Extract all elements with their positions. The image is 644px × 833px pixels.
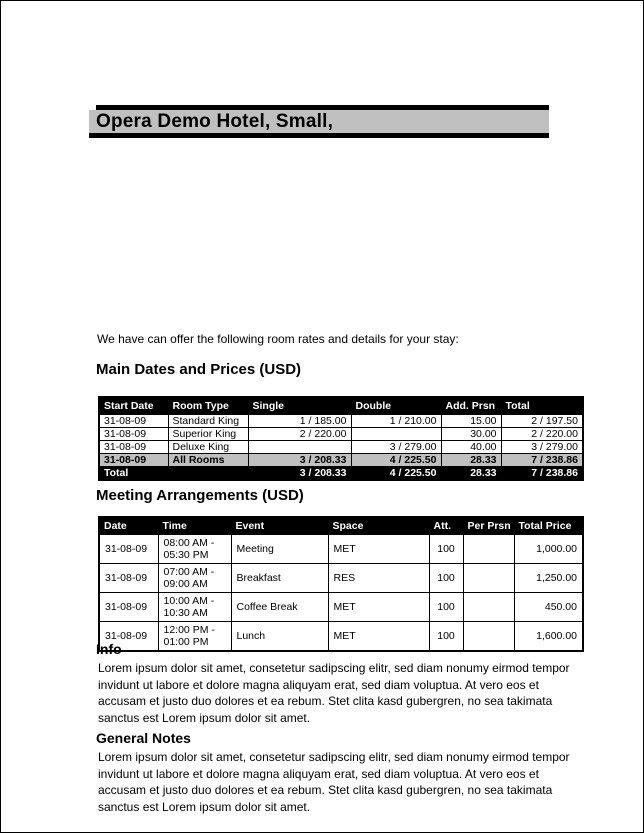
cell-total: 3 / 279.00 [501,441,583,454]
cell-total: 2 / 220.00 [501,428,583,441]
column-header-total-price: Total Price [514,517,583,535]
cell-add-prsn: 30.00 [441,428,501,441]
column-header-att: Att. [429,517,463,535]
cell-per-prsn [463,622,514,652]
info-text: Lorem ipsum dolor sit amet, consetetur sadipscing elitr, sed diam nonumy eirmod tempor invidunt ut labore et dolore magna aliquyam erat, sed diam voluptua. At vero eos et accusam et justo duo dolores et ea rebum. Stet clita kasd gubergren, no sea takimata sanctus est Lorem ipsum dolor sit amet. [98,661,570,725]
column-header-time: Time [158,517,231,535]
table-header-row [99,397,583,415]
column-header-space: Space [328,517,429,535]
column-header-add-prsn: Add. Prsn [441,397,501,415]
cell-date: 31-08-09 [99,535,158,564]
column-header-per-prsn: Per Prsn [463,517,514,535]
table-row [99,535,583,564]
table-row [99,428,583,441]
table-row [99,441,583,454]
cell-double: 4 / 225.50 [351,454,441,467]
cell-attendees: 100 [429,535,463,564]
column-header-single: Single [248,397,351,415]
cell-start-date: 31-08-09 [99,441,168,454]
cell-add-prsn: 40.00 [441,441,501,454]
title-bottom-rule [89,133,549,138]
cell-room-type [168,467,248,481]
time-end: 10:30 AM [163,607,208,619]
info-heading: Info [96,641,122,657]
column-header-double: Double [351,397,441,415]
rates-table-header [99,397,583,415]
cell-double: 3 / 279.00 [351,441,441,454]
cell-event: Lunch [231,622,328,652]
cell-space: RES [328,564,429,593]
cell-attendees: 100 [429,622,463,652]
cell-single: 1 / 185.00 [248,415,351,428]
cell-room-type: All Rooms [168,454,248,467]
cell-per-prsn [463,593,514,622]
time-start: 12:00 PM - [163,624,215,636]
cell-per-prsn [463,564,514,593]
cell-time [158,535,231,564]
cell-total-price: 1,000.00 [514,535,583,564]
cell-time [158,593,231,622]
time-start: 08:00 AM - [163,537,215,549]
general-notes-heading: General Notes [96,730,191,746]
cell-add-prsn: 15.00 [441,415,501,428]
report-title: Opera Demo Hotel, Small, [89,110,549,133]
column-header-total: Total [501,397,583,415]
grand-total-row [99,467,583,481]
time-start: 10:00 AM - [163,595,215,607]
cell-single [248,441,351,454]
table-row [99,564,583,593]
cell-double [351,428,441,441]
cell-total-price: 450.00 [514,593,583,622]
cell-date: 31-08-09 [99,593,158,622]
cell-space: MET [328,593,429,622]
cell-room-type: Standard King [168,415,248,428]
meetings-section-heading: Meeting Arrangements (USD) [96,487,304,504]
cell-attendees: 100 [429,593,463,622]
cell-total-label: Total [99,467,168,481]
meetings-table [98,516,584,652]
column-header-start-date: Start Date [99,397,168,415]
meetings-table-header [99,517,583,535]
table-row [99,593,583,622]
cell-total-price: 1,250.00 [514,564,583,593]
column-header-date: Date [99,517,158,535]
cell-room-type: Superior King [168,428,248,441]
table-row [99,622,583,652]
table-header-row [99,517,583,535]
all-rooms-summary-row [99,454,583,467]
cell-space: MET [328,622,429,652]
cell-start-date: 31-08-09 [99,428,168,441]
cell-total: 7 / 238.86 [501,467,583,481]
cell-event: Breakfast [231,564,328,593]
time-end: 05:30 PM [163,549,209,561]
cell-single: 2 / 220.00 [248,428,351,441]
intro-text: We have can offer the following room rates and details for your stay: [97,332,459,346]
column-header-event: Event [231,517,328,535]
cell-add-prsn: 28.33 [441,454,501,467]
cell-date: 31-08-09 [99,622,158,652]
general-notes-text: Lorem ipsum dolor sit amet, consetetur sadipscing elitr, sed diam nonumy eirmod tempor invidunt ut labore et dolore magna aliquyam erat, sed diam voluptua. At vero eos et accusam et justo duo dolores et ea rebum. Stet clita kasd gubergren, no sea takimata sanctus est Lorem ipsum dolor sit amet. [98,750,570,814]
cell-double: 4 / 225.50 [351,467,441,481]
rates-table [98,396,584,481]
cell-time [158,622,231,652]
rates-section-heading: Main Dates and Prices (USD) [96,361,302,378]
cell-single: 3 / 208.33 [248,454,351,467]
cell-event: Meeting [231,535,328,564]
table-row [99,415,583,428]
cell-per-prsn [463,535,514,564]
time-end: 01:00 PM [163,636,209,648]
cell-total-price: 1,600.00 [514,622,583,652]
cell-double: 1 / 210.00 [351,415,441,428]
cell-event: Coffee Break [231,593,328,622]
cell-space: MET [328,535,429,564]
cell-attendees: 100 [429,564,463,593]
time-end: 09:00 AM [163,578,208,590]
cell-add-prsn: 28.33 [441,467,501,481]
cell-total: 2 / 197.50 [501,415,583,428]
cell-single: 3 / 208.33 [248,467,351,481]
cell-total: 7 / 238.86 [501,454,583,467]
cell-start-date: 31-08-09 [99,415,168,428]
cell-time [158,564,231,593]
time-start: 07:00 AM - [163,566,215,578]
report-title-block [89,105,549,138]
cell-date: 31-08-09 [99,564,158,593]
cell-room-type: Deluxe King [168,441,248,454]
column-header-room-type: Room Type [168,397,248,415]
cell-start-date: 31-08-09 [99,454,168,467]
